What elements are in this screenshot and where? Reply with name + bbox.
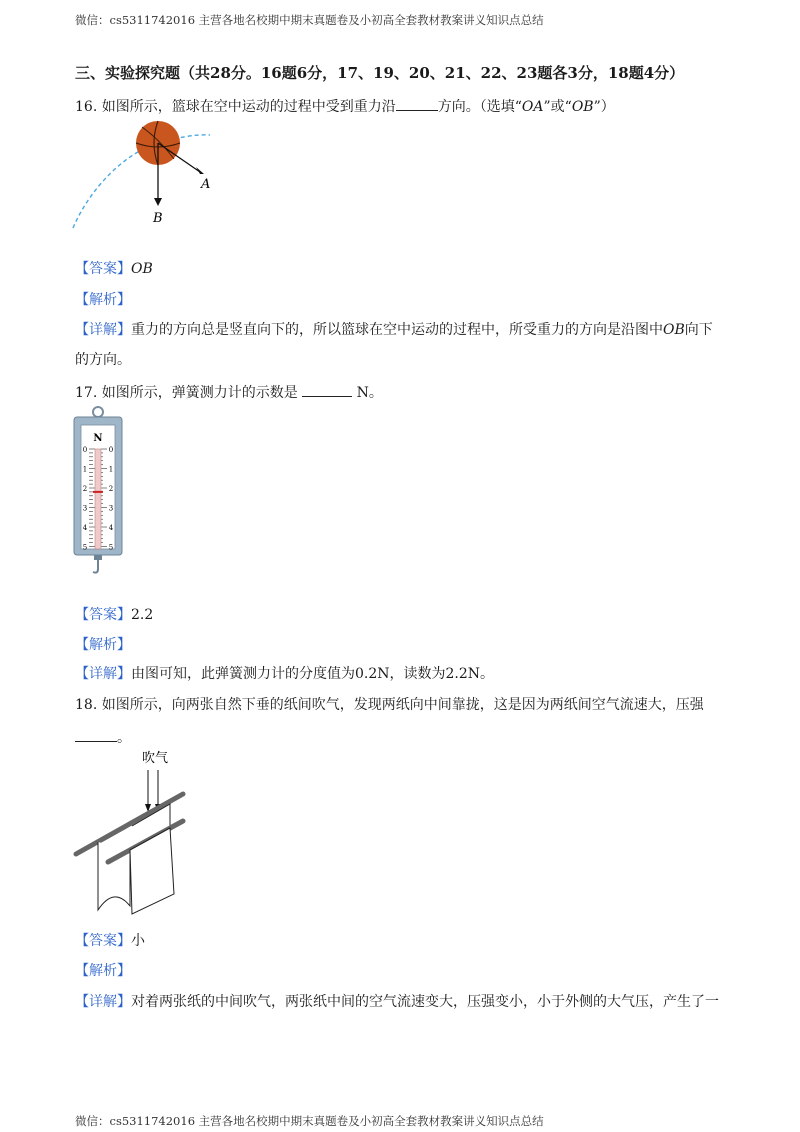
section-title: 三、实验探究题（共28分。16题6分，17、19、20、21、22、23题各3分，18题4分） [75, 64, 685, 82]
scale-number: 5 [108, 543, 114, 552]
q17-analysis-label: 【解析】 [75, 637, 131, 653]
answer-blank [396, 98, 438, 111]
scale-number: 3 [82, 504, 88, 513]
q17-answer: 【答案】2.2 [75, 607, 154, 623]
unit-label: N [93, 433, 103, 444]
scale-number: 2 [82, 485, 88, 493]
top-ring [93, 407, 103, 417]
scale-number: 0 [108, 446, 114, 454]
answer-blank [75, 729, 117, 742]
spring-scale-figure [72, 405, 128, 575]
q16-detail-cont: 的方向。 [75, 352, 131, 368]
arrow-ob-head [154, 198, 162, 206]
page-header: 微信：cs5311742016 主营各地名校期中期末真题卷及小初高全套教材教案讲义知识点总结 [75, 13, 544, 27]
scale-number: 0 [82, 446, 88, 454]
label-b: B [153, 211, 163, 226]
q18-answer: 【答案】小 [75, 933, 145, 949]
question-18-stem-cont: 。 [75, 727, 131, 747]
question-16-stem: 16. 如图所示，篮球在空中运动的过程中受到重力沿 方向。（选填“OA”或“OB”） [75, 99, 615, 115]
q18-detail: 【详解】对着两张纸的中间吹气，两张纸中间的空气流速变大，压强变小，小于外侧的大气压，产生了一 [75, 994, 719, 1010]
basketball-figure [70, 118, 230, 233]
scale-number: 1 [82, 465, 88, 474]
question-17-stem: 17. 如图所示，弹簧测力计的示数是 N。 [75, 385, 383, 401]
blow-label: 吹气 [142, 751, 169, 766]
scale-number: 2 [108, 485, 114, 493]
scale-number: 3 [108, 504, 114, 513]
scale-number: 5 [82, 543, 88, 552]
q18-analysis-label: 【解析】 [75, 963, 131, 979]
q17-detail: 【详解】由图可知，此弹簧测力计的分度值为0.2N，读数为2.2N。 [75, 666, 495, 682]
q16-analysis-label: 【解析】 [75, 292, 131, 308]
paper-blow-figure [70, 746, 195, 916]
hook-stem [94, 555, 102, 560]
question-18-stem: 18. 如图所示，向两张自然下垂的纸间吹气，发现两纸向中间靠拢，这是因为两纸间空气流速大，压强 [75, 697, 704, 713]
label-a: A [201, 177, 211, 192]
spring-tube [95, 449, 101, 549]
scale-number: 4 [108, 524, 114, 532]
q16-detail: 【详解】重力的方向总是竖直向下的，所以篮球在空中运动的过程中，所受重力的方向是沿图中OB向下 [75, 322, 713, 338]
scale-number: 1 [108, 465, 114, 474]
bottom-hook [93, 560, 98, 573]
answer-blank [302, 384, 352, 397]
q16-answer: 【答案】OB [75, 261, 153, 277]
page-footer: 微信：cs5311742016 主营各地名校期中期末真题卷及小初高全套教材教案讲义知识点总结 [75, 1114, 544, 1128]
scale-number: 4 [82, 524, 88, 532]
